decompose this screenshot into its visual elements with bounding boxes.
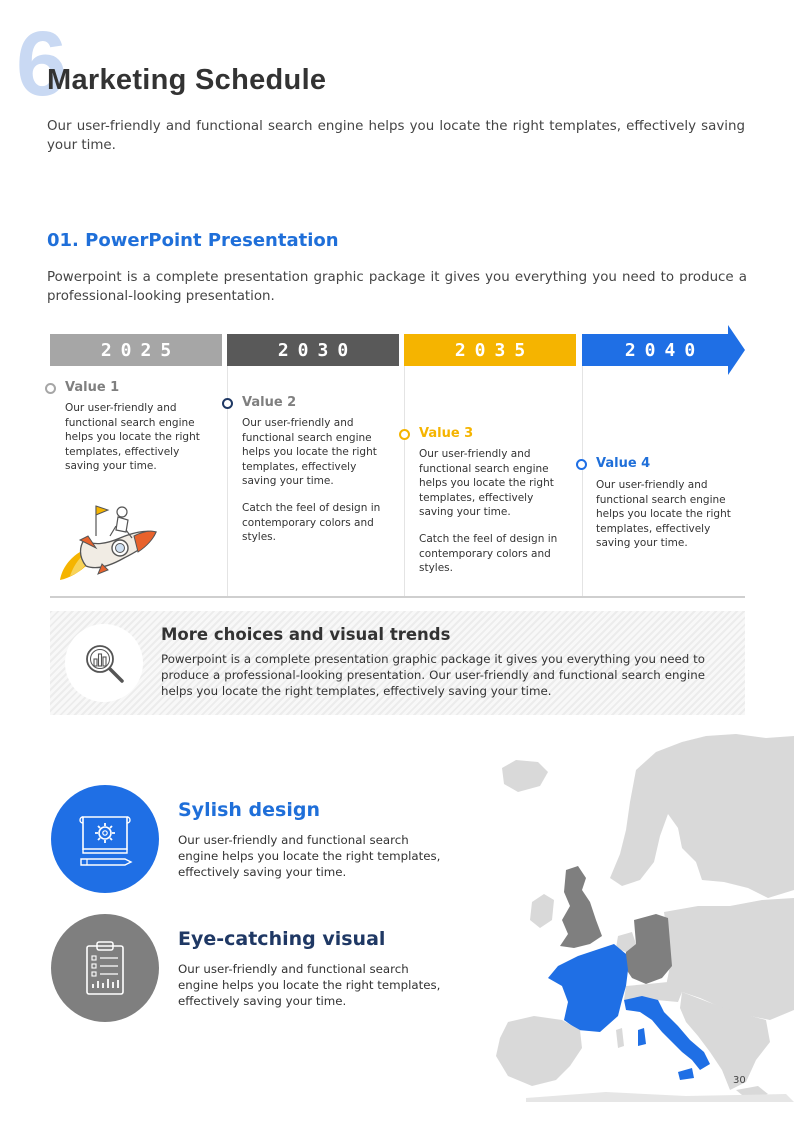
value-title: Value 2	[242, 395, 297, 410]
timeline-year-2040: 2040	[624, 339, 705, 361]
intro-text: Our user-friendly and functional search engine helps you locate the right templates, effectively saving your time.	[47, 119, 745, 153]
section-description: Powerpoint is a complete presentation graphic package it gives you everything you need to produce a professional-looking presentation.	[47, 270, 747, 304]
value-title: Value 4	[596, 456, 651, 471]
value-text: Our user-friendly and functional search engine helps you locate the right templates, effectively saving your time.	[419, 448, 554, 519]
value-text: Our user-friendly and functional search engine helps you locate the right templates, effectively saving your time.	[65, 402, 200, 473]
value-text: Our user-friendly and functional search engine helps you locate the right templates, effectively saving your time.	[596, 479, 731, 550]
page-title: Marketing Schedule	[47, 64, 327, 96]
feature-icon-circle	[51, 785, 159, 893]
trend-title: More choices and visual trends	[161, 625, 451, 644]
timeline-year-2035: 2035	[404, 334, 576, 366]
europe-map-icon	[486, 730, 794, 1102]
rocket-icon	[56, 500, 162, 586]
blueprint-gear-icon	[75, 809, 135, 869]
timeline-year-2025: 2025	[50, 334, 222, 366]
feature-icon-circle	[51, 914, 159, 1022]
magnifier-chart-icon	[82, 641, 126, 685]
section-title: 01. PowerPoint Presentation	[47, 230, 339, 251]
feature-text: Our user-friendly and functional search engine helps you locate the right templates, effectively saving your time.	[178, 833, 441, 879]
value-text: Our user-friendly and functional search engine helps you locate the right templates, effectively saving your time.	[242, 417, 377, 488]
value-extra-text: Catch the feel of design in contemporary colors and styles.	[419, 533, 558, 575]
clipboard-chart-icon	[75, 938, 135, 998]
timeline-divider	[582, 366, 583, 596]
feature-text: Our user-friendly and functional search engine helps you locate the right templates, effectively saving your time.	[178, 962, 441, 1008]
feature-title: Sylish design	[178, 799, 320, 821]
value-title: Value 1	[65, 380, 120, 395]
timeline-year-2030: 2030	[227, 334, 399, 366]
page-number: 30	[733, 1075, 746, 1086]
value-title: Value 3	[419, 426, 474, 441]
chapter-number: 6	[16, 13, 68, 115]
timeline-divider	[404, 366, 405, 596]
timeline-dot	[45, 383, 56, 394]
feature-title: Eye-catching visual	[178, 928, 386, 950]
timeline-dot	[222, 398, 233, 409]
trend-icon-circle	[65, 624, 143, 702]
timeline-baseline	[50, 596, 745, 598]
timeline-dot	[399, 429, 410, 440]
value-extra-text: Catch the feel of design in contemporary colors and styles.	[242, 502, 381, 544]
trend-text: Powerpoint is a complete presentation graphic package it gives you everything you need to produce a professional-looking presentation. Our user-friendly and functional search engine helps you locate the right templates, effectively saving your time.	[161, 652, 705, 698]
timeline-dot	[576, 459, 587, 470]
